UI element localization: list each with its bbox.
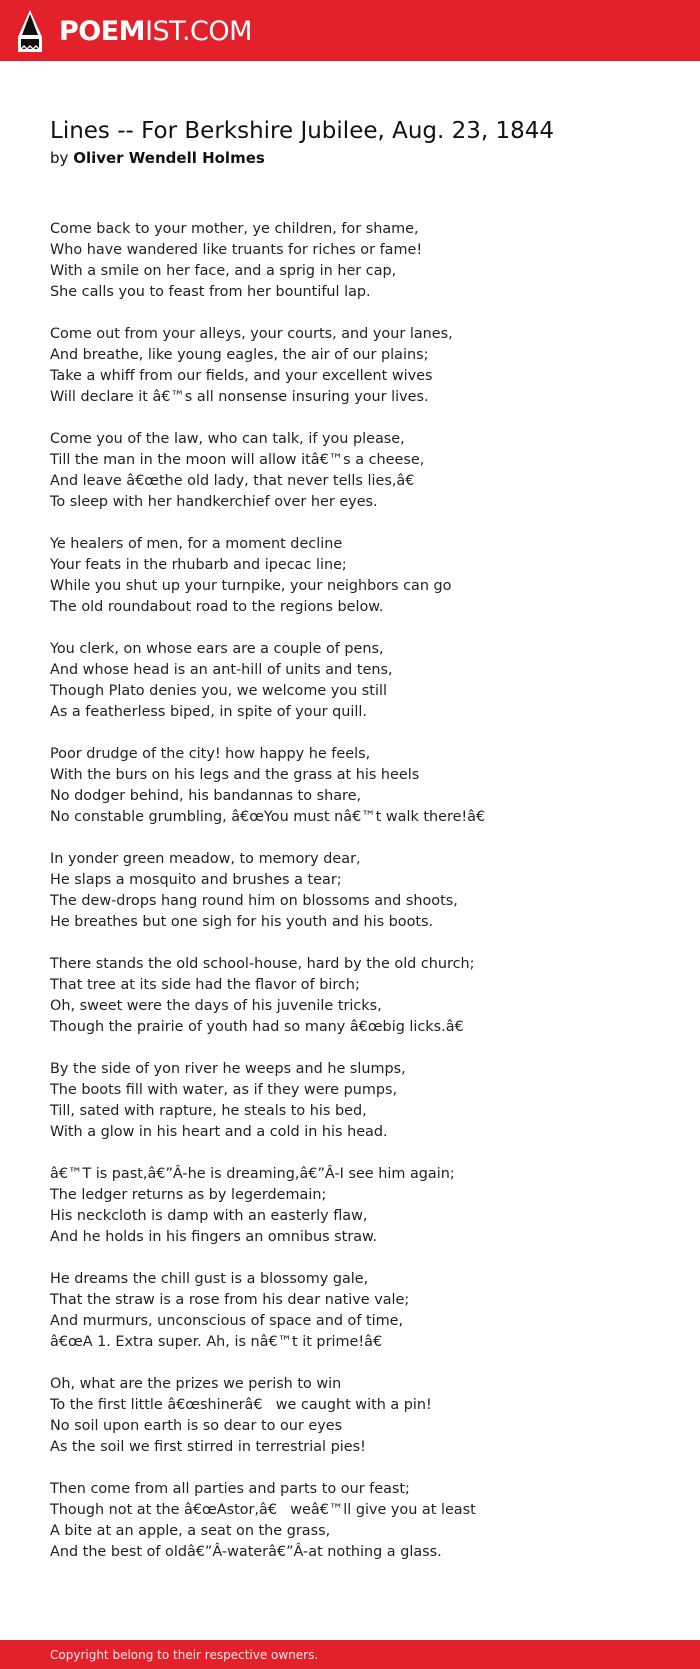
poem-line: Oh, what are the prizes we perish to win: [50, 1376, 342, 1392]
site-header: [0, 0, 700, 61]
poem-line: As a featherless biped, in spite of your quill.: [50, 704, 368, 720]
site-logo[interactable]: [17, 9, 252, 53]
poem-line: You clerk, on whose ears are a couple of pens,: [50, 641, 384, 657]
stanza: [50, 1164, 680, 1248]
poem-line: Though Plato denies you, we welcome you still: [50, 683, 387, 699]
stanza: [50, 429, 680, 513]
poem-line: With a smile on her face, and a sprig in her cap,: [50, 263, 397, 279]
copyright-notice: Copyright belong to their respective owners.: [50, 1648, 319, 1662]
poem-line: Though the prairie of youth had so many â€œbig licks.â€: [50, 1019, 473, 1035]
poem-line: With a glow in his heart and a cold in his head.: [50, 1124, 388, 1140]
stanza: [50, 219, 680, 303]
stanza: [50, 849, 680, 933]
by-label: by: [50, 149, 69, 167]
poem-title: Lines -- For Berkshire Jubilee, Aug. 23, 1844: [50, 118, 555, 144]
stanza: [50, 324, 680, 408]
poem-line: Come back to your mother, ye children, for shame,: [50, 221, 419, 237]
poem-line: â€œA 1. Extra super. Ah, is nâ€™t it prime!â€: [50, 1334, 391, 1350]
poem-line: The boots fill with water, as if they were pumps,: [50, 1082, 398, 1098]
poem-line: That the straw is a rose from his dear native vale;: [50, 1292, 410, 1308]
poem-line: The dew-drops hang round him on blossoms and shoots,: [50, 893, 458, 909]
poem-line: And whose head is an ant-hill of units and tens,: [50, 662, 393, 678]
poem-line: And murmurs, unconscious of space and of time,: [50, 1313, 404, 1329]
poem-line: With the burs on his legs and the grass at his heels: [50, 767, 420, 783]
poem-line: By the side of yon river he weeps and he slumps,: [50, 1061, 406, 1077]
poem-line: To the first little â€œshinerâ€ we caught with a pin!: [50, 1397, 432, 1413]
poem-line: Then come from all parties and parts to our feast;: [50, 1481, 410, 1497]
poem-line: That tree at its side had the flavor of birch;: [50, 977, 360, 993]
poem-line: Till the man in the moon will allow itâ€™s a cheese,: [50, 452, 425, 468]
poem-line: The ledger returns as by legerdemain;: [50, 1187, 327, 1203]
poem-line: He slaps a mosquito and brushes a tear;: [50, 872, 342, 888]
stanza: [50, 639, 680, 723]
poem-body: [50, 219, 680, 1584]
poem-line: Come out from your alleys, your courts, and your lanes,: [50, 326, 453, 342]
stanza: [50, 1059, 680, 1143]
stanza: [50, 1374, 680, 1458]
site-logo-text: [59, 15, 252, 47]
poem-line: And the best of oldâ€”Â-waterâ€”Â-at nothing a glass.: [50, 1544, 442, 1560]
poem-line: To sleep with her handkerchief over her eyes.: [50, 494, 378, 510]
poem-byline: [50, 148, 265, 168]
poem-line: No constable grumbling, â€œYou must nâ€™t walk there!â€: [50, 809, 494, 825]
poem-line: His neckcloth is damp with an easterly flaw,: [50, 1208, 368, 1224]
poem-line: There stands the old school-house, hard by the old church;: [50, 956, 475, 972]
poem-line: He dreams the chill gust is a blossomy gale,: [50, 1271, 369, 1287]
poem-line: No dodger behind, his bandannas to share,: [50, 788, 362, 804]
stanza: [50, 1479, 680, 1563]
poem-line: And breathe, like young eagles, the air of our plains;: [50, 347, 429, 363]
poem-line: Take a whiff from our fields, and your excellent wives: [50, 368, 433, 384]
poem-line: And leave â€œthe old lady, that never tells lies,â€: [50, 473, 424, 489]
poem-line: Oh, sweet were the days of his juvenile tricks,: [50, 998, 382, 1014]
poem-line: Ye healers of men, for a moment decline: [50, 536, 343, 552]
poem-line: Though not at the â€œAstor,â€ weâ€™ll give you at least: [50, 1502, 476, 1518]
poem-line: No soil upon earth is so dear to our eyes: [50, 1418, 343, 1434]
stanza: [50, 1269, 680, 1353]
poem-line: A bite at an apple, a seat on the grass,: [50, 1523, 331, 1539]
poem-line: In yonder green meadow, to memory dear,: [50, 851, 361, 867]
stanza: [50, 954, 680, 1038]
poem-line: As the soil we first stirred in terrestrial pies!: [50, 1439, 366, 1455]
poem-line: Will declare it â€™s all nonsense insuring your lives.: [50, 389, 429, 405]
poem-line: And he holds in his fingers an omnibus straw.: [50, 1229, 378, 1245]
poem-line: Poor drudge of the city! how happy he feels,: [50, 746, 371, 762]
poem-line: While you shut up your turnpike, your neighbors can go: [50, 578, 452, 594]
poem-line: She calls you to feast from her bountiful lap.: [50, 284, 371, 300]
logo-text-light: IST.COM: [145, 15, 252, 47]
poem-line: â€™T is past,â€”Â-he is dreaming,â€”Â-I see him again;: [50, 1166, 455, 1182]
poem-line: Come you of the law, who can talk, if you please,: [50, 431, 405, 447]
poem-line: The old roundabout road to the regions below.: [50, 599, 384, 615]
poem-line: Till, sated with rapture, he steals to his bed,: [50, 1103, 367, 1119]
poem-line: Who have wandered like truants for riches or fame!: [50, 242, 423, 258]
site-footer: [0, 1640, 700, 1669]
stanza: [50, 744, 680, 828]
poem-line: He breathes but one sigh for his youth and his boots.: [50, 914, 434, 930]
poem-author: Oliver Wendell Holmes: [73, 149, 265, 167]
logo-text-strong: POEM: [59, 15, 146, 47]
pen-nib-icon: [17, 9, 43, 53]
stanza: [50, 534, 680, 618]
poem-line: Your feats in the rhubarb and ipecac line;: [50, 557, 347, 573]
